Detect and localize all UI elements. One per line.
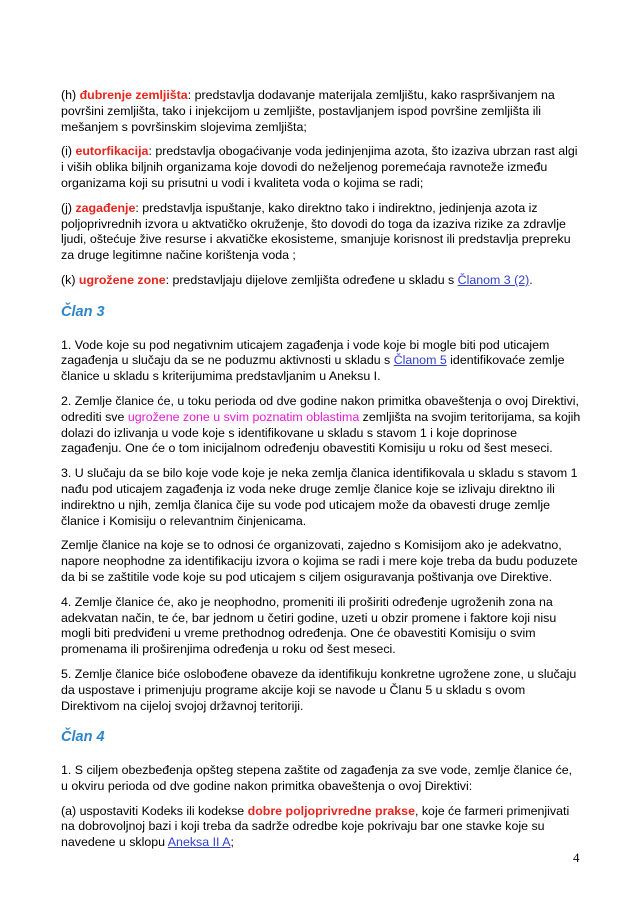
definition-j	[61, 201, 581, 264]
clan-3-link[interactable]: Članom 3 (2)	[457, 272, 530, 287]
clan-3-paragraph-6: 5. Zemlje članice biće oslobođene obaveze da identifikuju konkretne ugrožene zone, u slučaju da uspostave i primenjuju programe akcije koji se navode u Članu 5 u skladu s ovom Direktivom na cijeloj svojoj državnoj teritoriji.	[61, 666, 577, 713]
definition-text: : predstavljaju dijelove zemljišta određene u skladu s	[165, 272, 458, 287]
clan-3-paragraph-3: 3. U slučaju da se bilo koje vode koje je neka zemlja članica identifikovala u skladu s stavom 1 nađu pod uticajem zagađenja iz voda neke druge zemlje članice koje se izlivaju direktno ili indirektno u njih, zemlja članica čije su vode pod uticajem može da obavesti druge zemlje članice i Komisiju o relevantnim činjenicama.	[61, 466, 578, 528]
clan-3-paragraph-1	[61, 338, 581, 385]
definition-prefix: (j)	[61, 200, 76, 215]
defined-term: dobre poljoprivredne prakse	[247, 803, 415, 818]
paragraph-text: , koje će farmeri primenjivati na dobrovoljnoj bazi i koji treba da sadrže odredbe koje pokrivaju bar one stavke koje su navedene u sklopu	[61, 803, 570, 850]
clan-4-item-a	[61, 804, 581, 851]
definition-k	[61, 273, 581, 289]
definition-prefix: (h)	[61, 88, 80, 102]
clan-5-link[interactable]: Članom 5	[393, 353, 447, 368]
clan-3-heading: Član 3	[61, 303, 105, 320]
defined-term: ugrožene zone	[78, 272, 166, 287]
defined-term: đubrenje zemljišta	[79, 88, 188, 102]
definition-h	[61, 88, 581, 135]
definition-prefix: (k)	[61, 272, 79, 287]
definition-text: : predstavlja obogaćivanje voda jedinjenjima azota, što izaziva ubrzan rast algi i viših oblika biljnih organizama koje dovodi do neželjenog poremećaja ravnoteže između organizama koji su prisutni u vodi i kvaliteta voda o kojima se radi;	[61, 144, 578, 190]
definition-i	[61, 144, 581, 191]
highlighted-phrase: ugrožene zone u svim poznatim oblastima	[127, 409, 360, 424]
document-page	[61, 88, 581, 860]
defined-term: zagađenje	[75, 200, 136, 215]
definition-text: : predstavlja ispuštanje, kako direktno tako i indirektno, jedinjenja azota iz poljoprivrednih izvora u aktvatičko okruženje, što dovodi do toga da izaziva rizike za zdravlje ljudi, oštećuje žive resurse i akvatičke ekosisteme, smanjuje korisnost ili predstavlja prepreku za druge legitimne načine korištenja voda ;	[61, 200, 571, 263]
definition-prefix: (i)	[61, 144, 76, 159]
clan-3-paragraph-2	[61, 394, 581, 457]
defined-term: eutorfikacija	[75, 144, 149, 159]
clan-4-paragraph-1: 1. S ciljem obezbeđenja opšteg stepena zaštite od zagađenja za sve vode, zemlje članice će, u okviru perioda od dve godine nakon primitka obaveštenja o ovoj Direktivi:	[61, 763, 573, 793]
clan-4-heading: Član 4	[61, 729, 105, 746]
paragraph-text: 1. Vode koje su pod negativnim uticajem zagađenja i vode koje bi mogle biti pod uticajem zagađenja u slučaju da se ne poduzmu aktivnosti u skladu s	[61, 337, 550, 368]
definition-text-end: .	[529, 272, 533, 287]
paragraph-text: zemljišta na svojim teritorijama, sa kojih dolazi do izlivanja u vode koje s identifikovane u skladu s stavom 1 i koje doprinose zagađenju. One će o tom inicijalnom određenju obavestiti Komisiju u roku od šest meseci.	[61, 409, 581, 456]
page-number: 4	[573, 850, 580, 865]
paragraph-text-end: ;	[230, 835, 234, 850]
paragraph-text: 2. Zemlje članice će, u toku perioda od dve godine nakon primitka obaveštenja o ovoj Direktivi, odrediti sve	[61, 393, 579, 424]
paragraph-text: (a) uspostaviti Kodeks ili kodekse	[61, 803, 248, 818]
clan-3-paragraph-5: 4. Zemlje članice će, ako je neophodno, promeniti ili proširiti određenje ugroženih zona na adekvatan način, te će, bar jednom u četiri godine, uzeti u obzir promene i faktore koji nisu mogli biti predviđeni u vreme prethodnog određenja. One će obavestiti Komisiju o svim promenama ili proširenjima određenja u roku od šest meseci.	[61, 594, 557, 657]
paragraph-text: identifikovaće zemlje članice u skladu s kriterijumima predstavljanim u Aneksu I.	[61, 353, 565, 384]
clan-3-paragraph-4: Zemlje članice na koje se to odnosi će organizovati, zajedno s Komisijom ako je adekvatno, napore neophodne za identifikaciju izvora o kojima se radi i mere koje treba da budu poduzete da bi se zaštitile vode koje su pod uticajem s ciljem osiguravanja poštivanja ove Direktive.	[61, 538, 578, 584]
definition-text: : predstavlja dodavanje materijala zemljištu, kako raspršivanjem na površini zemljišta, tako i injekcijom u zemljište, postavljanjem ispod površine zemljišta ili mešanjem s površinskim slojevima zemljišta;	[61, 88, 555, 134]
aneks-2a-link[interactable]: Aneksa II A	[167, 835, 231, 850]
